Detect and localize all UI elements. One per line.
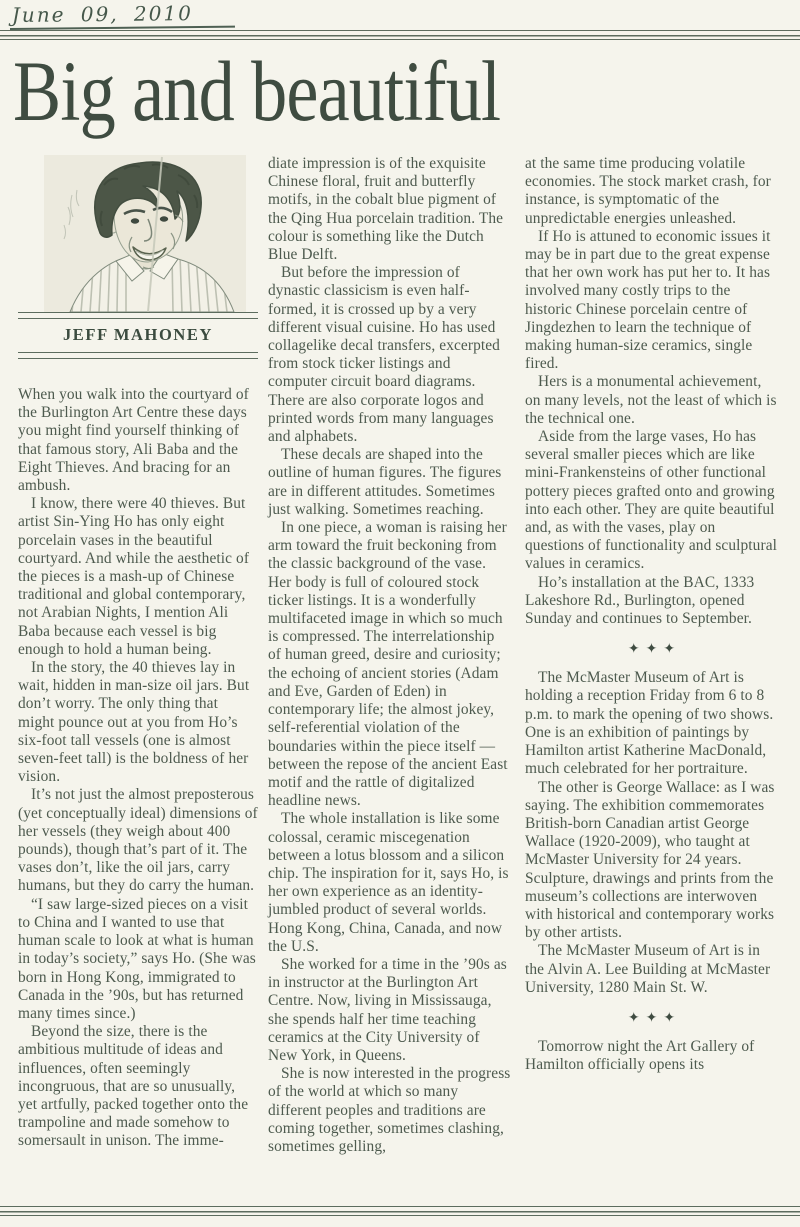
article-paragraph: “I saw large-sized pieces on a visit to China and I wanted to use that human scale to look at what is human in today’s society,” says Ho. (She was born in Hong Kong, immigrated to Canada in the ’90s, but has returned many times since.) <box>18 895 256 1022</box>
article-body <box>18 155 778 1156</box>
article-paragraph: I know, there were 40 thieves. But artist Sin-Ying Ho has only eight porcelain vases in the beautiful courtyard. And while the aesthetic of the pieces is a mash-up of Chinese traditional and global contemporary, not Arabian Nights, I mention Ali Baba because each vessel is big enough to hold a human being. <box>18 495 250 658</box>
article-paragraph: The McMaster Museum of Art is in the Alvin A. Lee Building at McMaster University, 1280 Main St. W. <box>525 942 771 996</box>
article-paragraph: These decals are shaped into the outline of human figures. The figures are in different attitudes. Sometimes just walking. Sometimes reaching. <box>268 446 502 518</box>
bottom-rule <box>0 1206 800 1216</box>
article-column-1 <box>18 155 258 1156</box>
article-paragraph: diate impression is of the exquisite Chinese floral, fruit and butterfly motifs, in the cobalt blue pigment of the Qing Hua porcelain tradition. The colour is something like the Dutch Blue Delft. <box>268 155 504 264</box>
section-separator: ✦✦✦ <box>627 642 682 658</box>
article-paragraph: She is now interested in the progress of the world at which so many different peoples and traditions are coming together, sometimes clashing, sometimes gelling, <box>268 1065 511 1155</box>
byline-rule-top <box>18 312 258 319</box>
article-column-2 <box>268 155 511 1156</box>
article-paragraph: Hers is a monumental achievement, on many levels, not the least of which is the technical one. <box>525 373 777 427</box>
byline-rule-bottom <box>18 352 258 359</box>
article-paragraph: Beyond the size, there is the ambitious multitude of ideas and influences, often seemingly incongruous, that are so unusually, yet artfully, packed together onto the trampoline and made somehow to somersault in unison. The imme- <box>18 1023 249 1150</box>
article-paragraph: It’s not just the almost preposterous (yet conceptually ideal) dimensions of her vessels (they weigh about 400 pounds), though that’s part of it. The vases don’t, like the oil jars, carry humans, but they do carry the human. <box>18 786 258 895</box>
article-paragraph: But before the impression of dynastic classicism is even half-formed, it is crossed up by a very different visual cuisine. Ho has used collagelike decal transfers, excerpted from stock ticker listings and computer circuit board diagrams. There are also corporate logos and printed words from many languages and alphabets. <box>268 264 500 446</box>
article-paragraph: When you walk into the courtyard of the Burlington Art Centre these days you might find yourself thinking of that famous story, Ali Baba and the Eight Thieves. And bracing for an ambush. <box>18 386 249 495</box>
article-paragraph: The other is George Wallace: as I was saying. The exhibition commemorates British-born Canadian artist George Wallace (1920-2009), who taught at McMaster University for 24 years. Sculpture, drawings and prints from the museum’s collections are interwoven with historical and contemporary works by other artists. <box>525 778 775 942</box>
article-paragraph: In the story, the 40 thieves lay in wait, hidden in man-size oil jars. But don’t worry. The only thing that might pounce out at you from Ho’s six-foot tall vessels (one is almost seven-feet tall) is the boldness of her vision. <box>18 659 250 786</box>
article-paragraph: The whole installation is like some colossal, ceramic miscegenation between a lotus blossom and a silicon chip. The inspiration for it, says Ho, is her own experience as an identity-jumbled product of several worlds. Hong Kong, China, Canada, and now the U.S. <box>268 810 509 955</box>
article-paragraph: Aside from the large vases, Ho has several smaller pieces which are like mini-Frankensteins of other functional pottery pieces grafted onto and growing into each other. They are quite beautiful and, as with the vases, play on questions of functionality and sculptural values in ceramics. <box>525 428 778 573</box>
article-paragraph: If Ho is attuned to economic issues it may be in part due to the great expense that her own work has put her to. It has involved many costly trips to the historic Chinese porcelain centre of Jingdezhen to learn the technique of making human-size ceramics, single fired. <box>525 227 771 373</box>
author-photo <box>44 155 246 312</box>
section-separator: ✦✦✦ <box>627 1010 682 1026</box>
article-column-3 <box>525 155 778 1156</box>
handwritten-date: June 09, 2010 <box>10 1 235 30</box>
byline: JEFF MAHONEY <box>62 325 214 344</box>
article-headline: Big and beautiful <box>13 43 501 139</box>
article-paragraph: The McMaster Museum of Art is holding a reception Friday from 6 to 8 p.m. to mark the opening of two shows. One is an exhibition of paintings by Hamilton artist Katherine MacDonald, much celebrated for her portraiture. <box>525 669 774 778</box>
article-paragraph: Tomorrow night the Art Gallery of Hamilton officially opens its <box>525 1037 755 1074</box>
top-rule <box>0 30 800 40</box>
article-paragraph: She worked for a time in the ’90s as in instructor at the Burlington Art Centre. Now, living in Mississauga, she spends half her time teaching ceramics at the City University of New York, in Queens. <box>268 955 507 1064</box>
article-paragraph: at the same time producing volatile economies. The stock market crash, for instance, is symptomatic of the unpredictable energies unleashed. <box>525 155 771 227</box>
article-paragraph: In one piece, a woman is raising her arm toward the fruit beckoning from the classic background of the vase. Her body is full of coloured stock ticker listings. It is a wonderfully multifaceted image in which so much is compressed. The interrelationship of human greed, desire and curiosity; the echoing of ancient stories (Adam and Eve, Garden of Eden) in contemporary life; the almost jokey, self-referential violation of the boundaries within the piece itself — between the repose of the ancient East motif and the rattle of digitalized headline news. <box>268 519 508 810</box>
article-paragraph: Ho’s installation at the BAC, 1333 Lakeshore Rd., Burlington, opened Sunday and continues to September. <box>525 573 755 628</box>
